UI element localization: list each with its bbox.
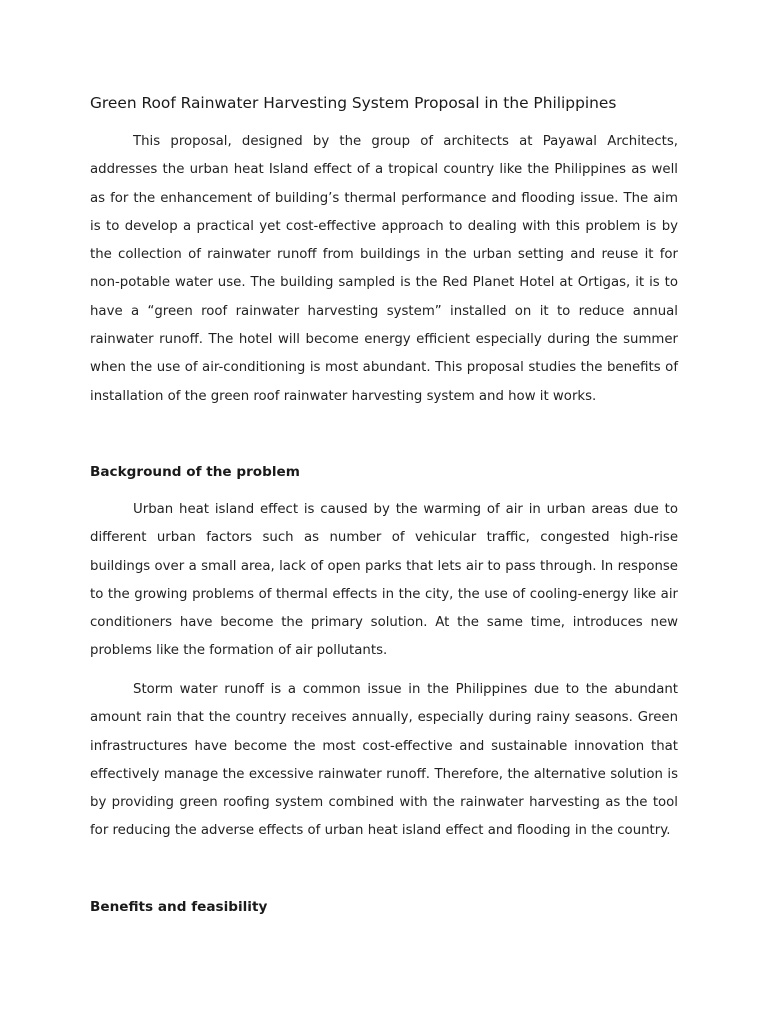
benefits-heading: Benefits and feasibility [90, 899, 268, 915]
intro-paragraph: This proposal, designed by the group of architects at Payawal Architects, addresses the urban heat Island effect of a tropical country like the Philippines as well as for the enhancement of building’s thermal performance and flooding issue. The aim is to develop a practical yet cost-effective approach to dealing with this problem is by the collection of rainwater runoff from buildings in the urban setting and reuse it for non-potable water use. The building sampled is the Red Planet Hotel at Ortigas, it is to have a “green roof rainwater harvesting system” installed on it to reduce annual rainwater runoff. The hotel will become energy efficient especially during the summer when the use of air-conditioning is most abundant. This proposal studies the benefits of installation of the green roof rainwater harvesting system and how it works. [90, 134, 678, 404]
background-heading: Background of the problem [90, 464, 300, 480]
document-title: Green Roof Rainwater Harvesting System Proposal in the Philippines [90, 94, 617, 112]
background-paragraph-1: Urban heat island effect is caused by the warming of air in urban areas due to different urban factors such as number of vehicular traffic, congested high-rise buildings over a small area, lack of open parks that lets air to pass through. In response to the growing problems of thermal effects in the city, the use of cooling-energy like air conditioners have become the primary solution. At the same time, introduces new problems like the formation of air pollutants. [90, 502, 678, 659]
background-paragraph-2: Storm water runoff is a common issue in the Philippines due to the abundant amount rain that the country receives annually, especially during rainy seasons. Green infrastructures have become the most cost-effective and sustainable innovation that effectively manage the excessive rainwater runoff. Therefore, the alternative solution is by providing green roofing system combined with the rainwater harvesting as the tool for reducing the adverse effects of urban heat island effect and flooding in the country. [90, 682, 678, 839]
